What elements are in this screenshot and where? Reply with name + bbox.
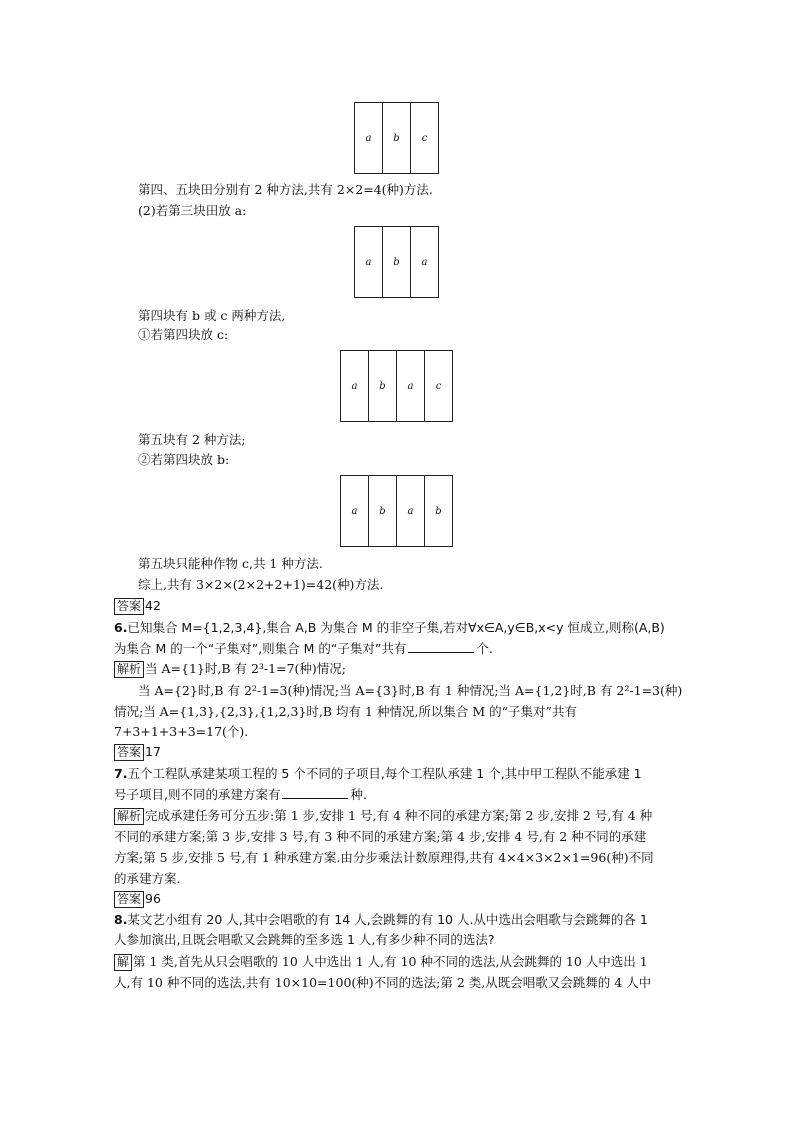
solution-row-q8 [114,954,648,971]
analysis-text: 7+3+1+3+3=17(个). [114,724,249,739]
question-6-line-1 [114,620,665,636]
question-number: 8. [114,912,128,927]
solution-text: 人,有 10 种不同的选法,共有 10×10=100(种)不同的选法;第 2 类,从既会唱歌又会跳舞的 4 人中 [114,975,652,990]
diagram-cell: b [382,103,410,173]
question-text: 五个工程队承建某项工程的 5 个不同的子项目,每个工程队承建 1 个,其中甲工程队不能承建 1 [127,766,642,781]
question-text: 种. [350,787,367,802]
answer-row-q6 [114,744,161,761]
question-text: 个. [476,641,493,656]
analysis-text: 情况;当 A={1,3},{2,3},{1,2,3}时,B 均有 1 种情况,所以集合 M 的“子集对”共有 [114,704,577,719]
answer-value: 96 [145,891,161,906]
analysis-text: 当 A={1}时,B 有 2³-1=7(种)情况; [145,661,346,676]
analysis-text: 当 A={2}时,B 有 2²-1=3(种)情况;当 A={3}时,B 有 1 种情况;当 A={1,2}时,B 有 2²-1=3(种) [138,683,683,698]
solution-text: 第 1 类,首先从只会唱歌的 10 人中选出 1 人,有 10 种不同的选法,从会跳舞的 10 人中选出 1 [133,954,648,969]
question-8-line-1 [114,912,648,928]
question-7-line-2 [114,786,367,803]
text-line: 第五块只能种作物 c,共 1 种方法. [138,556,323,571]
field-diagram-1 [354,102,439,174]
answer-value: 17 [145,744,161,759]
analysis-row-q7 [114,808,652,825]
analysis-label: 解析 [114,661,144,678]
question-number: 7. [114,766,128,781]
question-number: 6. [114,620,128,635]
diagram-cell: b [382,227,410,297]
text-line: ①若第四块放 c: [138,327,229,342]
text-line: 综上,共有 3×2×(2×2+2+1)=42(种)方法. [138,577,384,592]
text-line: (2)若第三块田放 a: [138,203,247,218]
question-text: 已知集合 M={1,2,3,4},集合 A,B 为集合 M 的非空子集,若对∀x∈A,y∈B,x<y 恒成立,则称(A,B) [127,620,665,635]
analysis-text: 完成承建任务可分五步:第 1 步,安排 1 号,有 4 种不同的承建方案;第 2 步,安排 2 号,有 4 种 [145,808,653,823]
diagram-cell: c [424,351,452,421]
analysis-row-q6 [114,661,346,678]
diagram-cell: a [365,132,372,144]
diagram-cell: a [351,380,358,392]
diagram-cell: b [424,476,452,546]
question-7-line-1 [114,766,642,782]
answer-value: 42 [145,598,161,613]
question-text: 人参加演出,且既会唱歌又会跳舞的至多选 1 人,有多少种不同的选法? [114,932,495,947]
diagram-cell: a [365,256,372,268]
text-line: 第四、五块田分别有 2 种方法,共有 2×2=4(种)方法. [138,182,433,197]
text-line: 第五块有 2 种方法; [138,432,246,447]
diagram-cell: a [396,351,424,421]
answer-blank [282,786,348,799]
diagram-cell: a [351,505,358,517]
field-diagram-3 [340,350,453,422]
solution-label: 解 [114,954,132,971]
answer-blank [408,640,474,653]
answer-label: 答案 [114,598,144,615]
question-6-line-2 [114,640,493,657]
question-text: 某文艺小组有 20 人,其中会唱歌的有 14 人,会跳舞的有 10 人.从中选出会唱歌与会跳舞的各 1 [127,912,648,927]
diagram-cell: a [396,476,424,546]
field-diagram-4 [340,475,453,547]
analysis-text: 方案;第 5 步,安排 5 号,有 1 种承建方案.由分步乘法计数原理得,共有 4×4×3×2×1=96(种)不同 [114,850,654,865]
diagram-cell: b [368,476,396,546]
analysis-text: 不同的承建方案;第 3 步,安排 3 号,有 3 种不同的承建方案;第 4 步,安排 4 号,有 2 种不同的承建 [114,829,647,844]
answer-label: 答案 [114,891,144,908]
answer-label: 答案 [114,744,144,761]
diagram-cell: c [410,103,438,173]
diagram-cell: a [410,227,438,297]
text-line: 第四块有 b 或 c 两种方法, [138,308,286,323]
field-diagram-2 [354,226,439,298]
answer-row-q5 [114,598,161,615]
question-text: 号子项目,则不同的承建方案有 [114,787,281,802]
analysis-text: 的承建方案. [114,871,181,886]
answer-row-q7 [114,891,161,908]
question-text: 为集合 M 的一个“子集对”,则集合 M 的“子集对”共有 [114,641,407,656]
text-line: ②若第四块放 b: [138,452,230,467]
analysis-label: 解析 [114,808,144,825]
diagram-cell: b [368,351,396,421]
